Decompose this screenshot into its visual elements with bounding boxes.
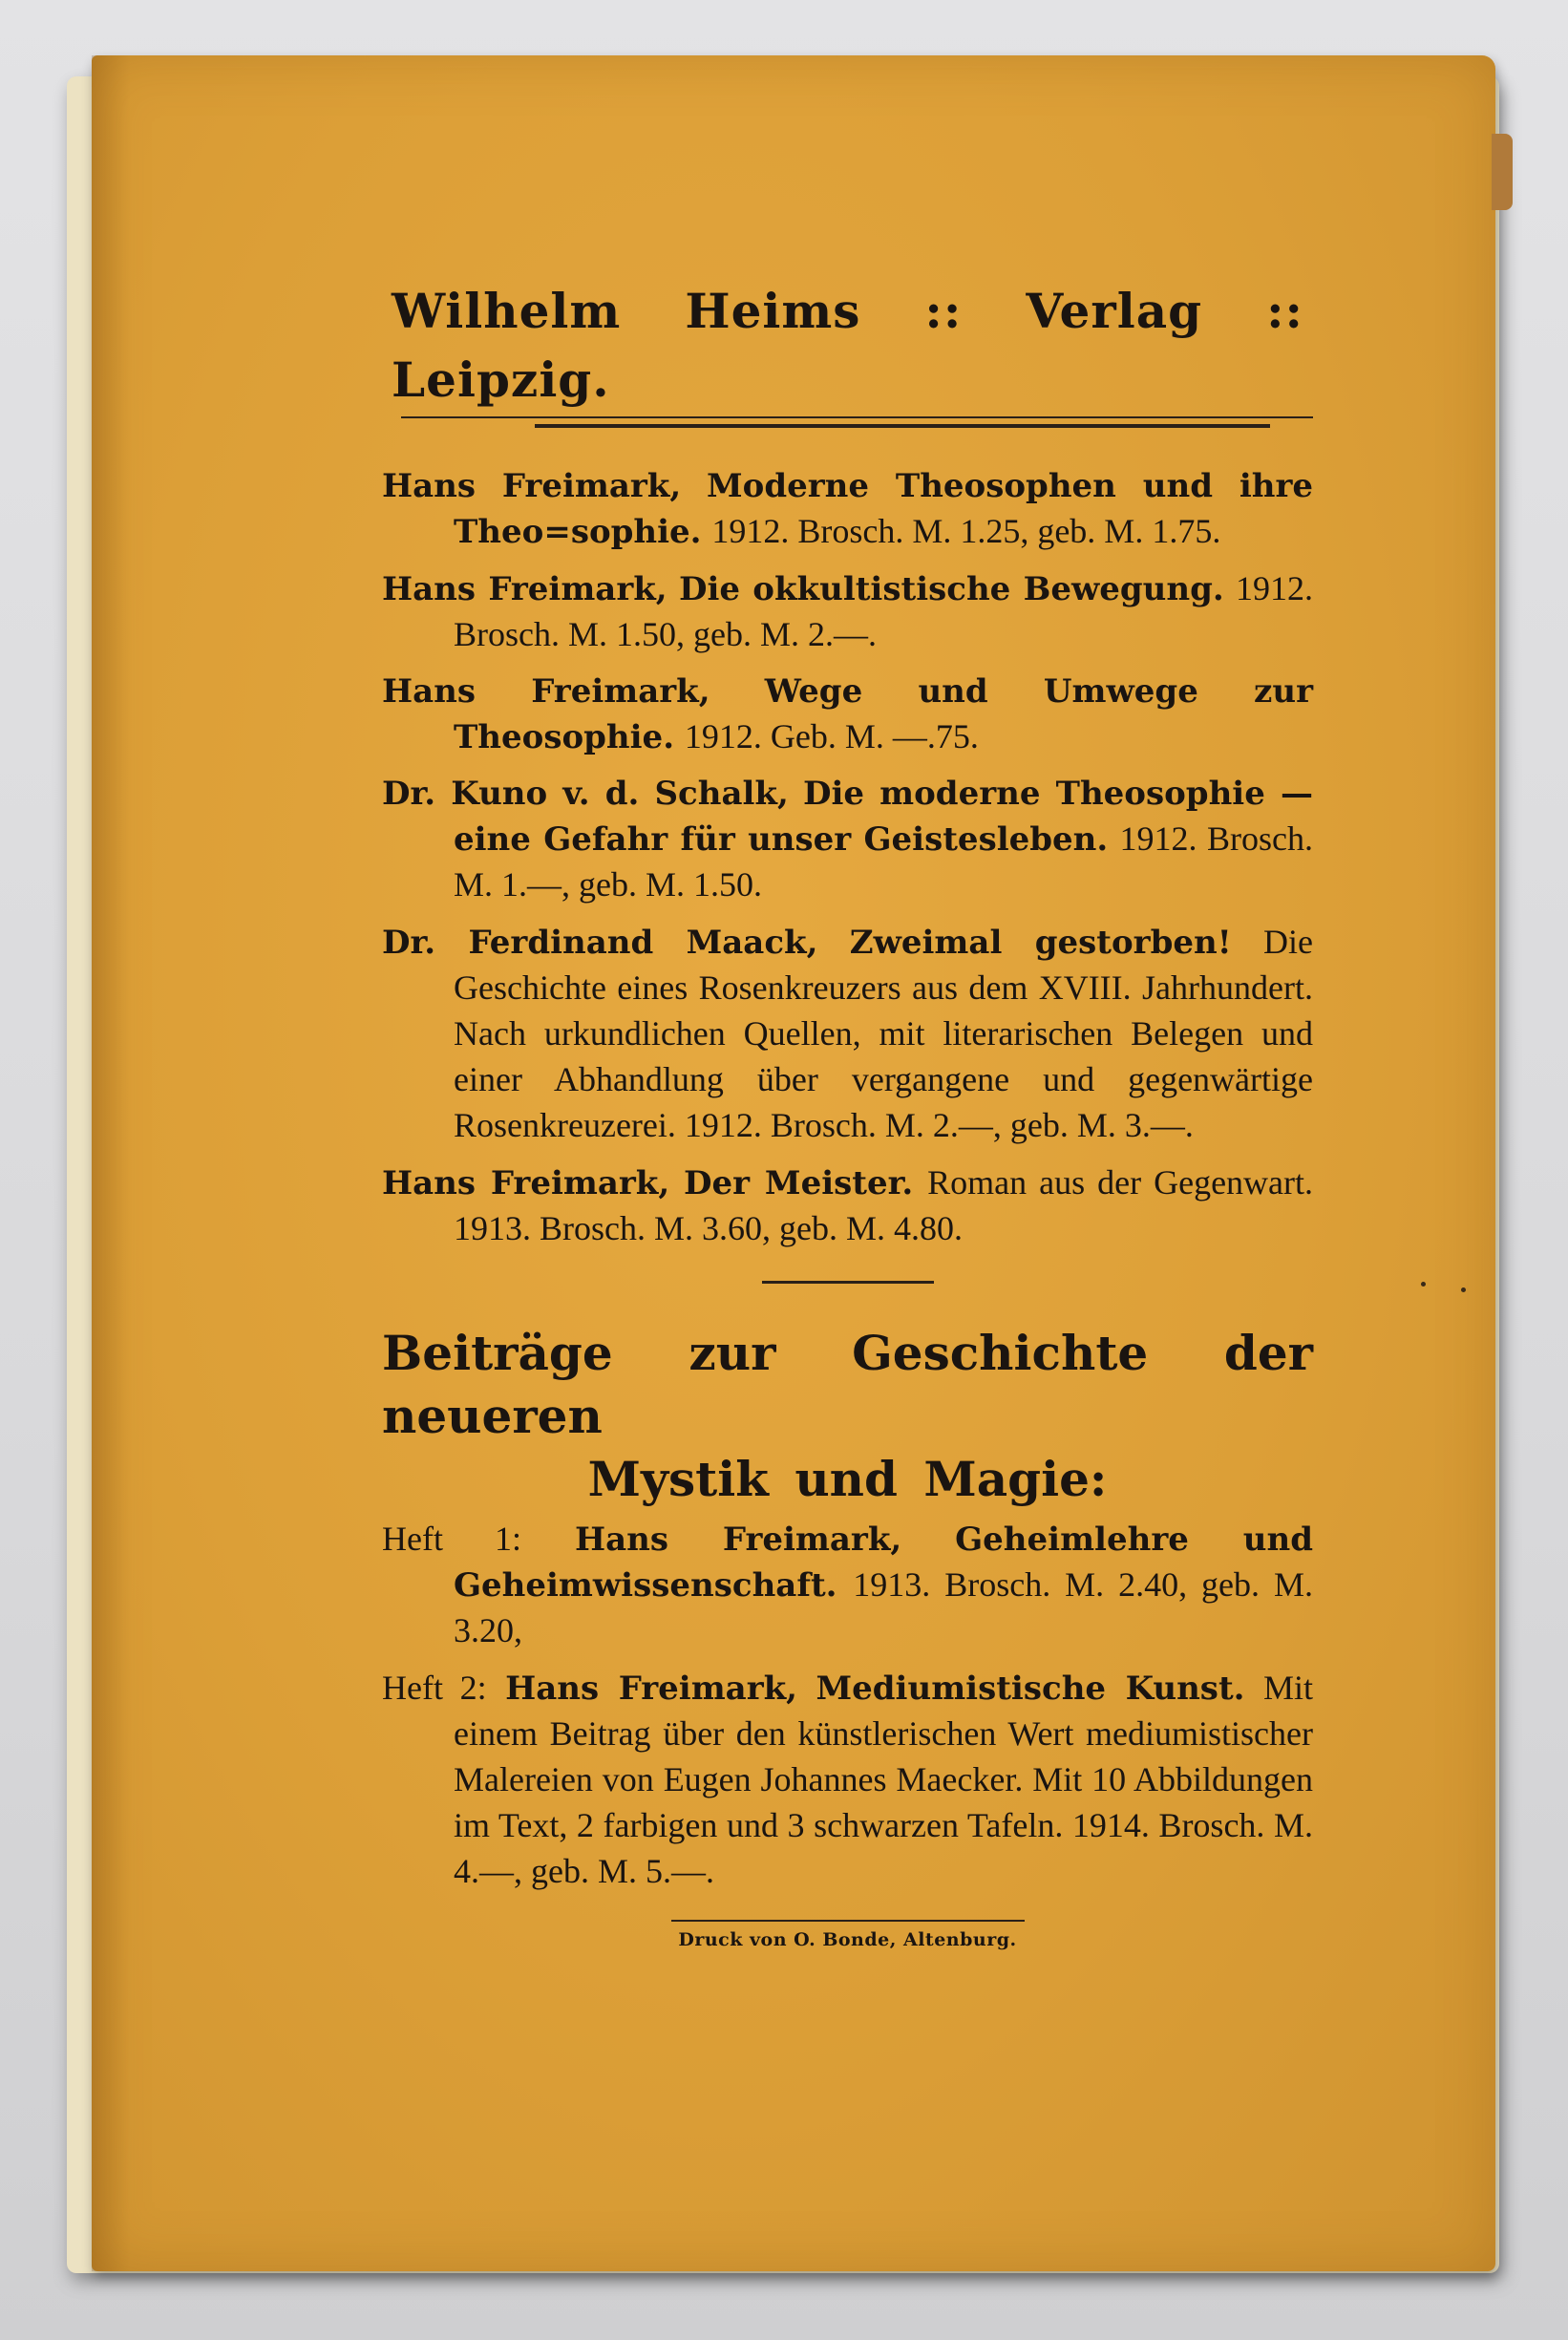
speck-mark xyxy=(1421,1282,1426,1287)
book-details: Roman aus der Gegenwart. 1913. Brosch. M. 3.60, geb. M. 4.80. xyxy=(454,1163,1314,1247)
series-issue xyxy=(382,1666,1313,1895)
speck-mark xyxy=(1461,1287,1466,1292)
issue-title: Mediumistische Kunst. xyxy=(816,1670,1245,1708)
issue-label: Heft 1: xyxy=(382,1520,522,1558)
series-issue-list xyxy=(382,1517,1313,1895)
book-title: Die okkultistische Bewegung. xyxy=(678,570,1224,608)
book-title: Moderne Theosophen und ihre Theo=sophie. xyxy=(454,467,1314,551)
issue-author: Hans Freimark, xyxy=(574,1521,902,1559)
book-author: Dr. Kuno v. d. Schalk, xyxy=(382,775,789,813)
book-entry xyxy=(382,464,1313,555)
series-title-line1: Beiträge zur Geschichte der neueren xyxy=(382,1325,1313,1444)
book-author: Dr. Ferdinand Maack, xyxy=(382,924,818,962)
book-title: Zweimal gestorben! xyxy=(849,924,1232,962)
book-author: Hans Freimark, xyxy=(382,570,667,608)
book-entry xyxy=(382,670,1313,760)
binding-thread xyxy=(1492,134,1513,210)
issue-author: Hans Freimark, xyxy=(505,1670,798,1708)
book-author: Hans Freimark, xyxy=(382,467,682,505)
book-details: 1912. Brosch. M. 1.25, geb. M. 1.75. xyxy=(711,512,1221,550)
cover-text xyxy=(382,277,1313,1950)
book-details: Die Geschichte eines Rosenkreuzers aus dem XVIII. Jahrhundert. Nach urkundlichen Quellen, mit literarischen Belegen und einer Abhandlung über vergangene und gegenwärtige Rosenkreuzerei. 1912. Brosch. M. 2.—, geb. M. 3.—. xyxy=(454,923,1313,1144)
section-divider xyxy=(762,1281,934,1284)
book-list xyxy=(382,464,1313,1252)
book-details: 1912. Brosch. M. 1.50, geb. M. 2.—. xyxy=(454,569,1314,653)
book-author: Hans Freimark, xyxy=(382,672,710,711)
book-entry xyxy=(382,566,1313,658)
printer-imprint: Druck von O. Bonde, Altenburg. xyxy=(671,1920,1025,1950)
series-title-line2: Mystik und Magie: xyxy=(587,1451,1108,1507)
book-title: Die moderne Theosophie — eine Gefahr für unser Geistesleben. xyxy=(454,775,1313,859)
series-issue xyxy=(382,1517,1313,1654)
heading-rule-thin xyxy=(401,416,1313,418)
issue-details: Mit einem Beitrag über den künstlerischen Wert mediumistischer Malereien von Eugen Johannes Maecker. Mit 10 Abbildungen im Text, 2 farbigen und 3 schwarzen Tafeln. 1914. Brosch. M. 4.—, geb. M. 5.—. xyxy=(454,1669,1314,1890)
issue-details: 1913. Brosch. M. 2.40, geb. M. 3.20, xyxy=(454,1565,1313,1649)
book-entry xyxy=(382,920,1313,1149)
book-entry xyxy=(382,1160,1313,1252)
book-author: Hans Freimark, xyxy=(382,1164,670,1202)
book-title: Wege und Umwege zur Theosophie. xyxy=(454,672,1313,756)
publisher-heading: Wilhelm Heims :: Verlag :: Leipzig. xyxy=(392,283,1303,408)
book-details: 1912. Geb. M. —.75. xyxy=(684,717,979,755)
book-details: 1912. Brosch. M. 1.—, geb. M. 1.50. xyxy=(454,819,1313,904)
issue-title: Geheimlehre und Geheimwissenschaft. xyxy=(454,1521,1314,1605)
series-heading xyxy=(382,1322,1313,1511)
book-entry xyxy=(382,772,1313,908)
heading-rule-thick xyxy=(535,424,1270,428)
spine-shadow xyxy=(92,55,130,2271)
book-title: Der Meister. xyxy=(684,1164,914,1202)
issue-label: Heft 2: xyxy=(382,1669,487,1707)
